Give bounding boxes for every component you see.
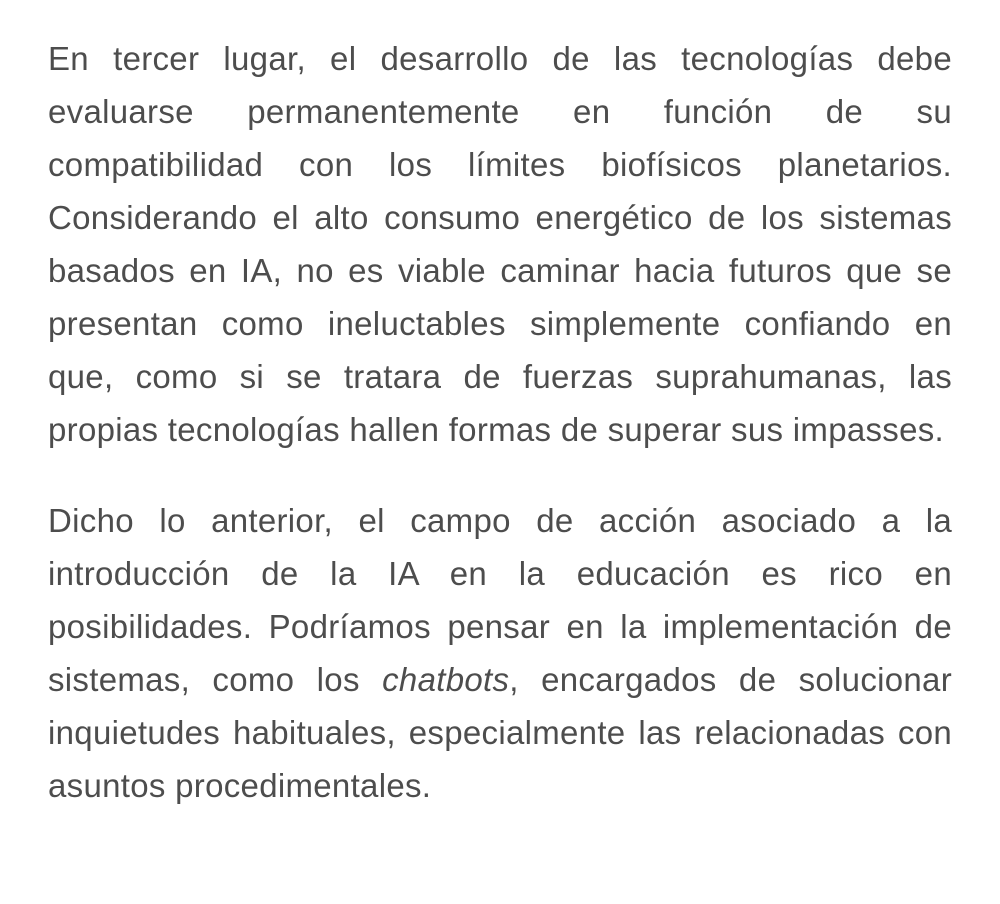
paragraph-1: En tercer lugar, el desarrollo de las tecnologías debe evaluarse permanentemente en función de su compatibilidad con los límites biofísicos planetarios. Considerando el alto consumo energético de los sistemas basados en IA, no es viable caminar hacia futuros que se presentan como ineluctables simplemente confiando en que, como si se tratara de fuerzas suprahumanas, las propias tecnologías hallen formas de superar sus impasses. — [48, 40, 952, 448]
paragraph-2-text-before: Dicho lo anterior, el campo de acción asociado a la introducción de la IA en la educación es rico en posibilidades. Podríamos pensar en la implementación de sistemas, como los — [48, 502, 952, 698]
paragraph-2-text-after: , encargados de solucionar inquietudes habituales, especialmente las relacionadas con asuntos procedimentales. — [48, 661, 953, 804]
paragraph-2 — [48, 494, 952, 812]
emphasized-term: chatbots — [382, 661, 510, 698]
article-body — [48, 32, 952, 812]
